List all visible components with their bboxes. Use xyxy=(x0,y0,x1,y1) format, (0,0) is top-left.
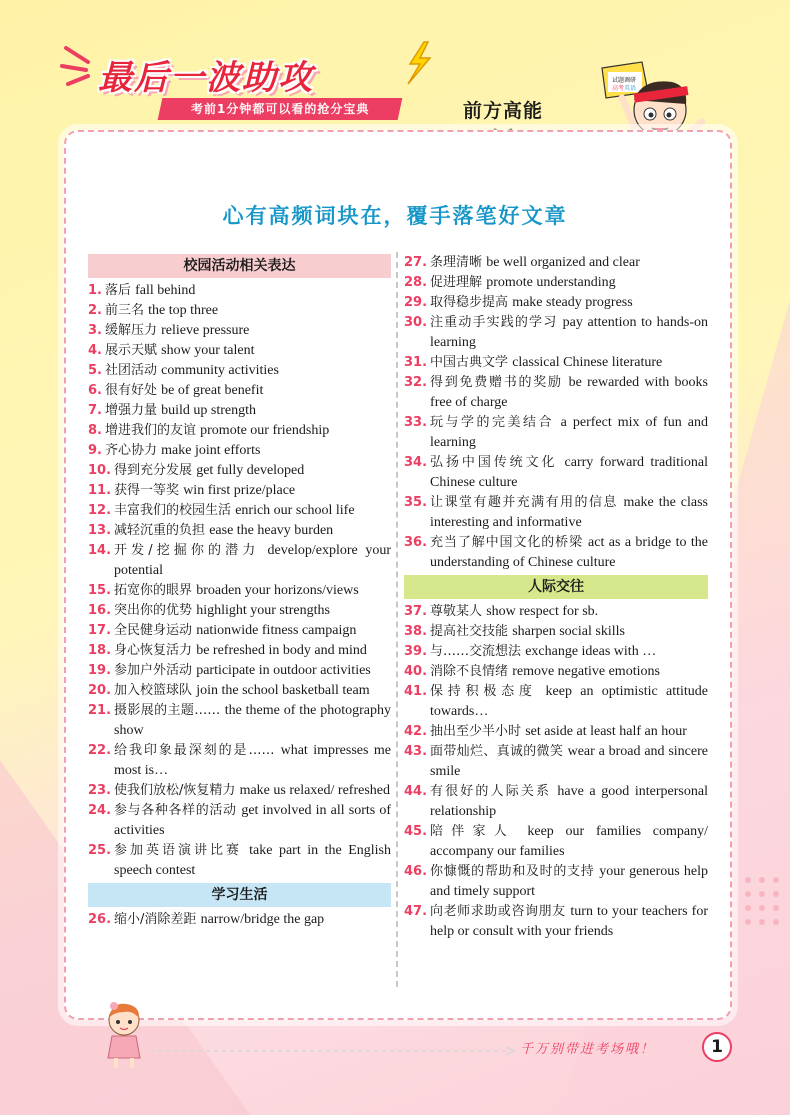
item-text xyxy=(430,373,708,413)
item-number: 13. xyxy=(88,523,112,538)
phrase-item xyxy=(404,353,708,373)
chinese-phrase: 参加英语演讲比赛 xyxy=(114,843,243,858)
phrase-item xyxy=(88,661,391,681)
english-phrase: have a good interpersonal relationship xyxy=(430,784,708,819)
chinese-phrase: 前三名 xyxy=(104,303,144,318)
item-number: 1. xyxy=(88,283,102,298)
english-phrase: promote our friendship xyxy=(200,423,330,438)
phrase-item xyxy=(404,293,708,313)
phrase-item xyxy=(88,461,391,481)
item-number: 33. xyxy=(404,415,428,430)
chinese-phrase: 全民健身运动 xyxy=(114,623,193,638)
item-number: 27. xyxy=(404,255,428,270)
phrase-item xyxy=(88,781,391,801)
phrase-item xyxy=(404,493,708,533)
item-number: 3. xyxy=(88,323,102,338)
item-number: 8. xyxy=(88,423,102,438)
item-text xyxy=(430,253,708,273)
right-column xyxy=(404,253,708,942)
english-phrase: what impresses me most is… xyxy=(114,743,391,778)
item-number: 43. xyxy=(404,744,428,759)
chinese-phrase: 抽出至少半小时 xyxy=(430,724,522,739)
english-phrase: narrow/bridge the gap xyxy=(200,912,325,927)
chinese-phrase: 得到免费赠书的奖励 xyxy=(430,375,563,390)
phrase-item xyxy=(404,602,708,622)
chinese-phrase: 减轻沉重的负担 xyxy=(114,523,206,538)
chinese-phrase: 面带灿烂、真诚的微笑 xyxy=(430,744,564,759)
english-phrase: turn to your teachers for help or consult with your friends xyxy=(430,904,708,939)
english-phrase: enrich our school life xyxy=(235,503,355,518)
item-number: 4. xyxy=(88,343,102,358)
english-phrase: show respect for sb. xyxy=(486,604,599,619)
chinese-phrase: 有很好的人际关系 xyxy=(430,784,552,799)
chinese-phrase: 条理清晰 xyxy=(430,255,483,270)
item-number: 35. xyxy=(404,495,428,510)
item-text xyxy=(105,341,391,361)
phrase-item xyxy=(404,682,708,722)
chinese-phrase: 取得稳步提高 xyxy=(430,295,509,310)
english-phrase: exchange ideas with … xyxy=(525,644,657,659)
item-text xyxy=(114,601,391,621)
item-number: 17. xyxy=(88,623,112,638)
item-number: 15. xyxy=(88,583,112,598)
phrase-item xyxy=(404,413,708,453)
english-phrase: build up strength xyxy=(161,403,257,418)
chinese-phrase: 中国古典文学 xyxy=(430,355,509,370)
english-phrase: take part in the English speech contest xyxy=(114,843,391,878)
english-phrase: show your talent xyxy=(161,343,255,358)
english-phrase: a perfect mix of fun and learning xyxy=(430,415,708,450)
english-phrase: wear a broad and sincere smile xyxy=(430,744,708,779)
item-number: 7. xyxy=(88,403,102,418)
page-number: 1 xyxy=(702,1032,732,1062)
item-text xyxy=(114,461,391,481)
chinese-phrase: 齐心协力 xyxy=(104,443,157,458)
svg-text:英语: 英语 xyxy=(624,85,637,92)
chinese-phrase: 给我印象最深刻的是…… xyxy=(114,743,275,758)
item-number: 10. xyxy=(88,463,112,478)
phrase-item xyxy=(404,822,708,862)
phrase-item xyxy=(88,401,391,421)
item-text xyxy=(430,622,708,642)
item-text xyxy=(114,910,391,930)
campus-list xyxy=(88,281,391,881)
lightning-icon xyxy=(398,38,438,88)
item-number: 23. xyxy=(88,783,112,798)
chinese-phrase: 陪伴家人 xyxy=(430,824,515,839)
chinese-phrase: 与……交流想法 xyxy=(430,644,522,659)
phrase-item xyxy=(88,541,391,581)
svg-text:试题调研: 试题调研 xyxy=(612,77,637,84)
social-list xyxy=(404,602,708,942)
item-number: 30. xyxy=(404,315,428,330)
item-number: 34. xyxy=(404,455,428,470)
english-phrase: make us relaxed/ refreshed xyxy=(239,783,390,798)
english-phrase: carry forward traditional Chinese culture xyxy=(430,455,708,490)
item-number: 24. xyxy=(88,803,112,818)
item-number: 21. xyxy=(88,703,112,718)
item-text xyxy=(430,642,708,662)
item-text xyxy=(430,453,708,493)
item-text xyxy=(114,481,391,501)
item-text xyxy=(430,273,708,293)
item-text xyxy=(430,313,708,353)
phrase-item xyxy=(88,481,391,501)
item-number: 44. xyxy=(404,784,428,799)
phrase-item xyxy=(88,581,391,601)
sparkle-left-icon xyxy=(58,40,98,90)
chinese-phrase: 得到充分发展 xyxy=(114,463,193,478)
item-text xyxy=(430,662,708,682)
english-phrase: make joint efforts xyxy=(161,443,261,458)
chinese-phrase: 展示天赋 xyxy=(104,343,157,358)
item-text xyxy=(430,353,708,373)
item-number: 45. xyxy=(404,824,428,839)
english-phrase: be refreshed in body and mind xyxy=(196,643,367,658)
chinese-phrase: 使我们放松/恢复精力 xyxy=(114,783,236,798)
headline: 心有高频词块在，覆手落笔好文章 xyxy=(222,204,568,228)
item-text xyxy=(430,822,708,862)
chinese-phrase: 促进理解 xyxy=(430,275,483,290)
item-text xyxy=(105,281,391,301)
english-phrase: make the class interesting and informative xyxy=(430,495,708,530)
column-divider xyxy=(396,252,398,987)
chinese-phrase: 缩小/消除差距 xyxy=(114,912,197,927)
chinese-phrase: 尊敬某人 xyxy=(430,604,483,619)
item-number: 37. xyxy=(404,604,428,619)
section-heading-campus: 校园活动相关表达 xyxy=(88,254,391,278)
item-number: 14. xyxy=(88,543,112,558)
english-phrase: your generous help and timely support xyxy=(430,864,708,899)
item-number: 2. xyxy=(88,303,102,318)
item-number: 41. xyxy=(404,684,428,699)
item-number: 28. xyxy=(404,275,428,290)
chinese-phrase: 拓宽你的眼界 xyxy=(114,583,193,598)
chinese-phrase: 提高社交技能 xyxy=(430,624,509,639)
phrase-item xyxy=(88,641,391,661)
item-number: 26. xyxy=(88,912,112,927)
item-number: 19. xyxy=(88,663,112,678)
chinese-phrase: 玩与学的完美结合 xyxy=(430,415,554,430)
item-number: 16. xyxy=(88,603,112,618)
chinese-phrase: 保持积极态度 xyxy=(430,684,537,699)
item-text xyxy=(430,682,708,722)
phrase-item xyxy=(88,801,391,841)
item-text xyxy=(114,521,391,541)
footer-dashed-line xyxy=(150,1045,520,1057)
phrase-item xyxy=(404,273,708,293)
chinese-phrase: 参加户外活动 xyxy=(114,663,193,678)
phrase-item xyxy=(404,533,708,573)
english-phrase: be well organized and clear xyxy=(486,255,640,270)
english-phrase: highlight your strengths xyxy=(196,603,330,618)
section-heading-social: 人际交往 xyxy=(404,575,708,599)
chinese-phrase: 让课堂有趣并充满有用的信息 xyxy=(430,495,618,510)
phrase-item xyxy=(88,301,391,321)
page-title: 最后一波助攻 xyxy=(98,58,314,98)
phrase-item xyxy=(88,381,391,401)
item-text xyxy=(114,581,391,601)
chinese-phrase: 增进我们的友谊 xyxy=(104,423,196,438)
english-phrase: be rewarded with books free of charge xyxy=(430,375,708,410)
chinese-phrase: 参与各种各样的活动 xyxy=(114,803,237,818)
item-text xyxy=(105,421,391,441)
english-phrase: fall behind xyxy=(135,283,196,298)
chinese-phrase: 很有好处 xyxy=(104,383,157,398)
chinese-phrase: 充当了解中国文化的桥梁 xyxy=(430,535,583,550)
chinese-phrase: 你慷慨的帮助和及时的支持 xyxy=(430,864,595,879)
english-phrase: classical Chinese literature xyxy=(512,355,663,370)
item-text xyxy=(105,301,391,321)
item-text xyxy=(114,641,391,661)
item-text xyxy=(430,862,708,902)
phrase-item xyxy=(88,421,391,441)
phrase-item xyxy=(88,341,391,361)
chinese-phrase: 向老师求助或咨询朋友 xyxy=(430,904,566,919)
item-number: 32. xyxy=(404,375,428,390)
phrase-item xyxy=(404,742,708,782)
phrase-item xyxy=(404,722,708,742)
section-heading-study: 学习生活 xyxy=(88,883,391,907)
item-number: 36. xyxy=(404,535,428,550)
phrase-item xyxy=(404,453,708,493)
phrase-item xyxy=(88,621,391,641)
item-text xyxy=(430,413,708,453)
chinese-phrase: 缓解压力 xyxy=(104,323,157,338)
phrase-item xyxy=(88,321,391,341)
item-text xyxy=(105,381,391,401)
item-text xyxy=(114,741,391,781)
chinese-phrase: 摄影展的主题…… xyxy=(114,703,221,718)
study-list-continued xyxy=(404,253,708,573)
item-number: 42. xyxy=(404,724,428,739)
left-column xyxy=(88,253,391,930)
english-phrase: the top three xyxy=(148,303,219,318)
phrase-item xyxy=(88,681,391,701)
item-text xyxy=(105,361,391,381)
english-phrase: keep an optimistic attitude towards… xyxy=(430,684,708,719)
item-number: 11. xyxy=(88,483,112,498)
footer-reminder: 千万别带进考场哦！ xyxy=(520,1042,656,1057)
phrase-item xyxy=(88,521,391,541)
item-text xyxy=(114,501,391,521)
front-tag: 前方高能 xyxy=(444,96,562,126)
girl-illustration xyxy=(102,1000,146,1070)
item-text xyxy=(430,782,708,822)
english-phrase: pay attention to hands-on learning xyxy=(430,315,708,350)
study-list xyxy=(88,910,391,930)
item-number: 39. xyxy=(404,644,428,659)
phrase-item xyxy=(404,862,708,902)
item-text xyxy=(114,681,391,701)
phrase-item xyxy=(88,441,391,461)
item-text xyxy=(114,701,391,741)
item-number: 31. xyxy=(404,355,428,370)
phrase-item xyxy=(404,622,708,642)
english-phrase: join the school basketball team xyxy=(196,683,370,698)
item-text xyxy=(105,401,391,421)
phrase-item xyxy=(88,701,391,741)
english-phrase: set aside at least half an hour xyxy=(525,724,687,739)
item-text xyxy=(430,602,708,622)
phrase-item xyxy=(88,841,391,881)
chinese-phrase: 弘扬中国传统文化 xyxy=(430,455,558,470)
item-text xyxy=(430,902,708,942)
english-phrase: broaden your horizons/views xyxy=(196,583,359,598)
item-number: 29. xyxy=(404,295,428,310)
item-text xyxy=(430,293,708,313)
item-text xyxy=(114,781,391,801)
chinese-phrase: 获得一等奖 xyxy=(114,483,180,498)
item-number: 12. xyxy=(88,503,112,518)
english-phrase: sharpen social skills xyxy=(512,624,625,639)
item-text xyxy=(430,493,708,533)
item-text xyxy=(114,801,391,841)
item-text xyxy=(114,541,391,581)
item-number: 25. xyxy=(88,843,112,858)
chinese-phrase: 身心恢复活力 xyxy=(114,643,193,658)
phrase-item xyxy=(88,281,391,301)
item-text xyxy=(430,722,708,742)
item-text xyxy=(430,742,708,782)
page-subtitle: 考前1分钟都可以看的抢分宝典 xyxy=(158,98,403,120)
phrase-item xyxy=(88,361,391,381)
english-phrase: remove negative emotions xyxy=(512,664,660,679)
item-text xyxy=(430,533,708,573)
phrase-item xyxy=(404,662,708,682)
item-number: 22. xyxy=(88,743,112,758)
english-phrase: develop/explore your potential xyxy=(114,543,391,578)
chinese-phrase: 增强力量 xyxy=(104,403,157,418)
svg-text:高考: 高考 xyxy=(612,85,625,92)
item-number: 6. xyxy=(88,383,102,398)
item-number: 20. xyxy=(88,683,112,698)
english-phrase: get involved in all sorts of activities xyxy=(114,803,391,838)
item-number: 5. xyxy=(88,363,102,378)
chinese-phrase: 加入校篮球队 xyxy=(114,683,193,698)
phrase-item xyxy=(404,782,708,822)
phrase-item xyxy=(404,313,708,353)
english-phrase: nationwide fitness campaign xyxy=(196,623,357,638)
item-text xyxy=(114,661,391,681)
item-number: 40. xyxy=(404,664,428,679)
english-phrase: be of great benefit xyxy=(161,383,264,398)
phrase-item xyxy=(404,642,708,662)
english-phrase: participate in outdoor activities xyxy=(196,663,371,678)
chinese-phrase: 突出你的优势 xyxy=(114,603,193,618)
english-phrase: act as a bridge to the understanding of Chinese culture xyxy=(430,535,709,570)
phrase-item xyxy=(404,373,708,413)
phrase-item xyxy=(88,741,391,781)
english-phrase: relieve pressure xyxy=(161,323,250,338)
english-phrase: the theme of the photography show xyxy=(114,703,391,738)
item-number: 47. xyxy=(404,904,428,919)
phrase-item xyxy=(88,910,391,930)
item-text xyxy=(114,621,391,641)
chinese-phrase: 丰富我们的校园生活 xyxy=(114,503,232,518)
chinese-phrase: 落后 xyxy=(104,283,131,298)
english-phrase: keep our families company/ accompany our families xyxy=(430,824,708,859)
phrase-item xyxy=(88,601,391,621)
english-phrase: ease the heavy burden xyxy=(209,523,334,538)
english-phrase: win first prize/place xyxy=(183,483,296,498)
chinese-phrase: 注重动手实践的学习 xyxy=(430,315,558,330)
item-text xyxy=(105,321,391,341)
item-number: 46. xyxy=(404,864,428,879)
item-number: 38. xyxy=(404,624,428,639)
english-phrase: promote understanding xyxy=(486,275,616,290)
chinese-phrase: 消除不良情绪 xyxy=(430,664,509,679)
english-phrase: get fully developed xyxy=(196,463,305,478)
phrase-item xyxy=(404,253,708,273)
chinese-phrase: 开发/挖掘你的潜力 xyxy=(114,543,260,558)
chinese-phrase: 社团活动 xyxy=(104,363,157,378)
english-phrase: community activities xyxy=(161,363,279,378)
item-number: 9. xyxy=(88,443,102,458)
english-phrase: make steady progress xyxy=(512,295,633,310)
phrase-item xyxy=(88,501,391,521)
item-number: 18. xyxy=(88,643,112,658)
item-text xyxy=(105,441,391,461)
phrase-item xyxy=(404,902,708,942)
item-text xyxy=(114,841,391,881)
